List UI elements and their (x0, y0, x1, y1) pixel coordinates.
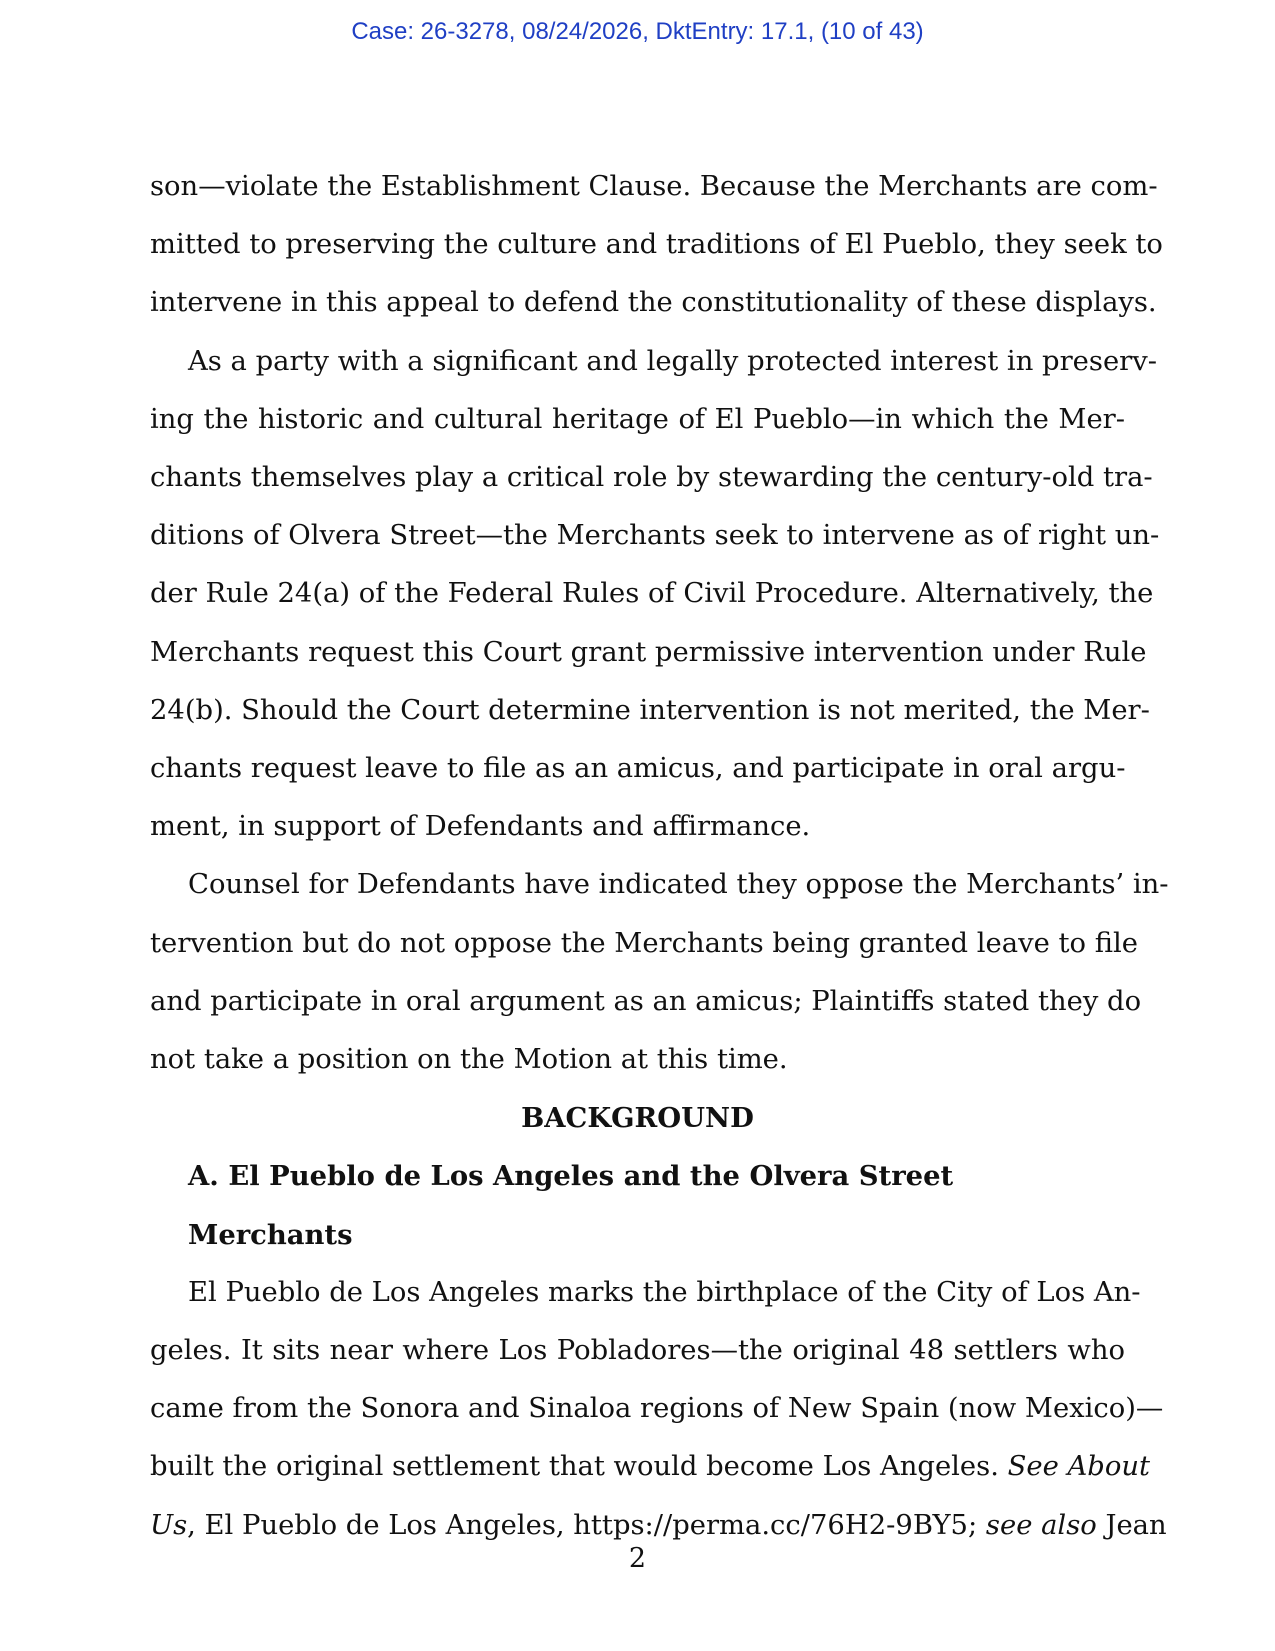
section-heading: BACKGROUND (521, 1102, 754, 1135)
text-line: 24(b). Should the Court determine intervention is not merited, the Mer- (150, 694, 1150, 726)
text-line: mitted to preserving the culture and traditions of El Pueblo, they seek to (150, 229, 1163, 261)
text-line: not take a position on the Motion at this time. (150, 1044, 788, 1076)
paragraph-el-pueblo (150, 1264, 1167, 1555)
text-line: As a party with a significant and legally protected interest in preserv- (188, 345, 1157, 377)
page-number: 2 (628, 1543, 647, 1574)
text-line: came from the Sonora and Sinaloa regions of New Spain (now Mexico)— (150, 1393, 1164, 1425)
text-line: ing the historic and cultural heritage of El Pueblo—in which the Mer- (150, 403, 1125, 435)
paragraph-continuation (150, 158, 1163, 333)
citation-signal: See About (1007, 1451, 1150, 1483)
text-line: geles. It sits near where Los Pobladores—the original 48 settlers who (150, 1335, 1125, 1367)
paragraph-intervention (150, 333, 1160, 857)
text-line: and participate in oral argument as an amicus; Plaintiffs stated they do (150, 985, 1142, 1017)
text-line: chants themselves play a critical role by stewarding the century-old tra- (150, 462, 1153, 494)
text-line: chants request leave to file as an amicus, and participate in oral argu- (150, 753, 1126, 785)
text-line: Merchants request this Court grant permissive intervention under Rule (150, 636, 1147, 668)
text-line (150, 1438, 1150, 1496)
text-run: Jean (1105, 1509, 1167, 1541)
text-run: built the original settlement that would become Los Angeles. (150, 1451, 999, 1483)
paragraph-counsel-position (150, 856, 1169, 1089)
subsection-heading: A. El Pueblo de Los Angeles and the Olvera Street Merchants (188, 1160, 954, 1251)
text-line: intervene in this appeal to defend the constitutionality of these displays. (150, 287, 1157, 319)
text-line: ment, in support of Defendants and affirmance. (150, 811, 811, 843)
citation-title: Us (150, 1509, 188, 1541)
text-line: son—violate the Establishment Clause. Because the Merchants are com- (150, 171, 1158, 202)
text-line: tervention but do not oppose the Merchants being granted leave to file (150, 927, 1138, 959)
text-line: der Rule 24(a) of the Federal Rules of Civil Procedure. Alternatively, the (150, 578, 1154, 610)
document-body (150, 158, 1169, 1555)
text-line: ditions of Olvera Street—the Merchants seek to intervene as of right un- (150, 520, 1160, 552)
citation-signal: see also (985, 1509, 1097, 1541)
text-line: Counsel for Defendants have indicated they oppose the Merchants’ in- (188, 869, 1169, 901)
docket-header: Case: 26-3278, 08/24/2026, DktEntry: 17.1, (10 of 43) (351, 18, 924, 45)
text-line: El Pueblo de Los Angeles marks the birthplace of the City of Los An- (188, 1276, 1141, 1308)
citation-source: , El Pueblo de Los Angeles, https://perma.cc/76H2-9BY5; (187, 1509, 978, 1541)
